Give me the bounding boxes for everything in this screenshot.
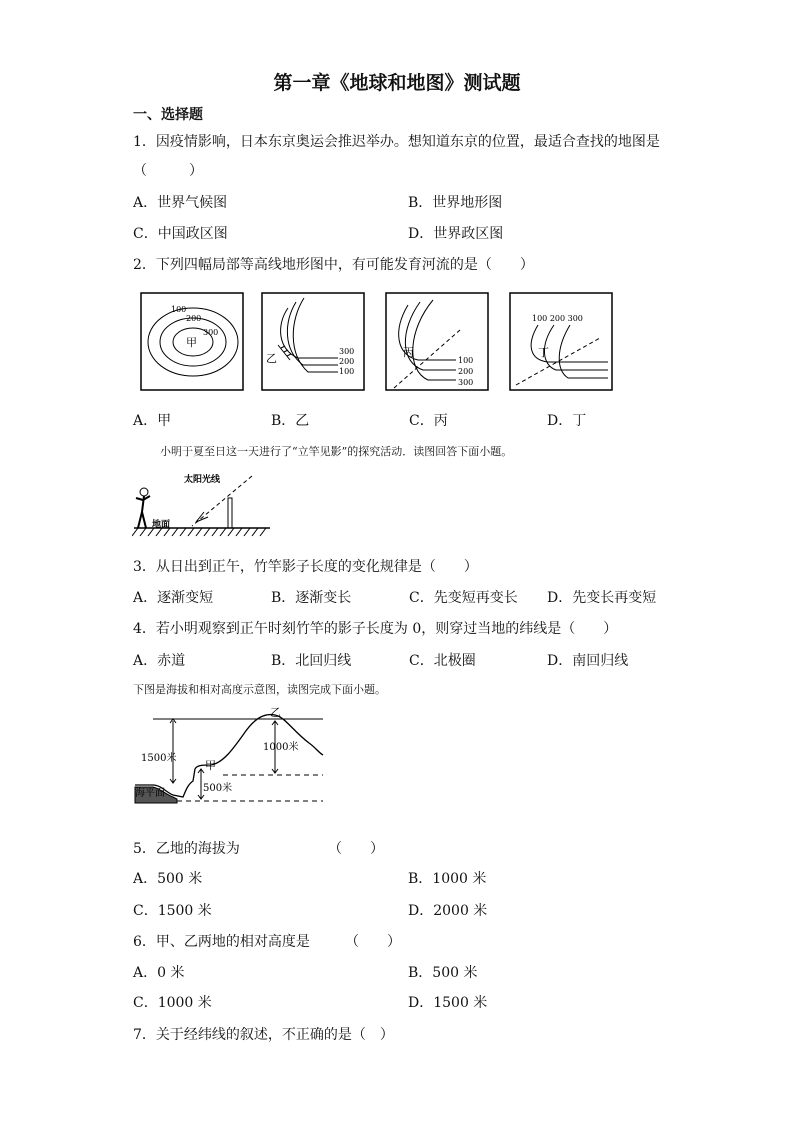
- question-2-stem: 2．下列四幅局部等高线地形图中，有可能发育河流的是（ ）: [133, 257, 534, 273]
- question-4-stem: 4．若小明观察到正午时刻竹竿的影子长度为 0，则穿过当地的纬线是（ ）: [133, 621, 618, 637]
- contour-label: 100: [339, 367, 355, 376]
- contour-label: 300: [339, 347, 355, 356]
- contour-maps-figure: [138, 290, 618, 395]
- question-3-option-d[interactable]: D．先变长再变短: [547, 590, 657, 606]
- question-5-stem: 5．乙地的海拔为: [133, 841, 240, 857]
- height-label-1000: 1000米: [263, 742, 299, 753]
- contour-line: [281, 308, 338, 358]
- pole-shadow-figure: [132, 470, 272, 540]
- height-label-1500: 1500米: [141, 753, 177, 764]
- question-3-option-c[interactable]: C．先变短再变长: [409, 590, 518, 606]
- contour-label: 300: [203, 328, 219, 337]
- question-6-option-d[interactable]: D．1500 米: [408, 995, 488, 1011]
- place-label-bing: 丙: [403, 346, 414, 359]
- height-label-500: 500米: [203, 783, 233, 794]
- contour-label: 300: [458, 378, 474, 387]
- question-1-stem: 1．因疫情影响，日本东京奥运会推迟举办。想知道东京的位置，最适合查找的地图是: [133, 134, 660, 150]
- question-2-option-a[interactable]: A．甲: [133, 413, 172, 429]
- question-6-option-b[interactable]: B．500 米: [408, 965, 478, 981]
- place-label-yi: 乙: [270, 706, 281, 719]
- question-1-answer-blank: （ ）: [133, 163, 203, 179]
- question-4-option-a[interactable]: A．赤道: [133, 653, 186, 669]
- contour-label: 200: [339, 357, 355, 366]
- sunlight-label: 太阳光线: [184, 475, 221, 485]
- contour-label: 200: [458, 367, 474, 376]
- question-1-option-b[interactable]: B．世界地形图: [408, 195, 503, 211]
- contour-map-yi: [262, 293, 364, 390]
- question-3-option-b[interactable]: B．逐渐变长: [271, 590, 352, 606]
- place-label-jia: 甲: [205, 759, 216, 772]
- arrow-head: [196, 512, 208, 522]
- contour-map-ding: [510, 293, 612, 390]
- contour-label: 100: [458, 356, 474, 365]
- question-4-option-d[interactable]: D．南回归线: [547, 653, 629, 669]
- question-6-option-c[interactable]: C．1000 米: [133, 995, 212, 1011]
- place-label-ding: 丁: [538, 346, 549, 359]
- question-1-option-c[interactable]: C．中国政区图: [133, 226, 228, 242]
- question-6-stem: 6．甲、乙两地的相对高度是: [133, 934, 310, 950]
- question-5-option-b[interactable]: B．1000 米: [408, 871, 487, 887]
- section-heading: 一、选择题: [133, 107, 203, 123]
- question-5-option-d[interactable]: D．2000 米: [408, 903, 488, 919]
- person-silhouette: [136, 488, 150, 528]
- sea-level-label: 海平面: [135, 788, 165, 799]
- passage-intro-shadow: 小明于夏至日这一天进行了“立竿见影”的探究活动．读图回答下面小题。: [160, 445, 513, 458]
- question-2-option-b[interactable]: B．乙: [271, 413, 310, 429]
- question-7-stem: 7．关于经纬线的叙述，不正确的是（ ）: [133, 1027, 394, 1043]
- contour-map-bing: [386, 293, 488, 390]
- question-2-option-c[interactable]: C．丙: [409, 413, 448, 429]
- elevation-figure: [133, 703, 333, 828]
- question-1-option-d[interactable]: D．世界政区图: [408, 226, 504, 242]
- question-6-answer-blank: （ ）: [345, 934, 401, 950]
- contour-line: [293, 298, 338, 372]
- contour-label: 100 200 300: [532, 314, 583, 323]
- passage-intro-elevation: 下图是海拔和相对高度示意图，读图完成下面小题。: [133, 683, 386, 696]
- question-3-option-a[interactable]: A．逐渐变短: [133, 590, 214, 606]
- page-title: 第一章《地球和地图》测试题: [273, 72, 521, 94]
- contour-line: [287, 302, 338, 365]
- question-3-stem: 3．从日出到正午，竹竿影子长度的变化规律是（ ）: [133, 559, 478, 575]
- question-5-option-c[interactable]: C．1500 米: [133, 903, 212, 919]
- question-6-option-a[interactable]: A．0 米: [133, 965, 185, 981]
- place-label-jia: 甲: [186, 336, 197, 349]
- question-5-answer-blank: （ ）: [328, 841, 384, 857]
- question-5-option-a[interactable]: A．500 米: [133, 871, 203, 887]
- question-4-option-b[interactable]: B．北回归线: [271, 653, 352, 669]
- question-2-option-d[interactable]: D．丁: [547, 413, 587, 429]
- place-label-yi: 乙: [266, 352, 277, 365]
- bamboo-pole: [228, 498, 232, 528]
- question-1-option-a[interactable]: A．世界气候图: [133, 195, 228, 211]
- contour-label: 100: [171, 305, 187, 314]
- question-4-option-c[interactable]: C．北极圈: [409, 653, 476, 669]
- contour-label: 200: [186, 314, 202, 323]
- contour-map-jia: [141, 293, 243, 390]
- ground-label: 地面: [152, 520, 171, 530]
- map-frame: [510, 293, 612, 390]
